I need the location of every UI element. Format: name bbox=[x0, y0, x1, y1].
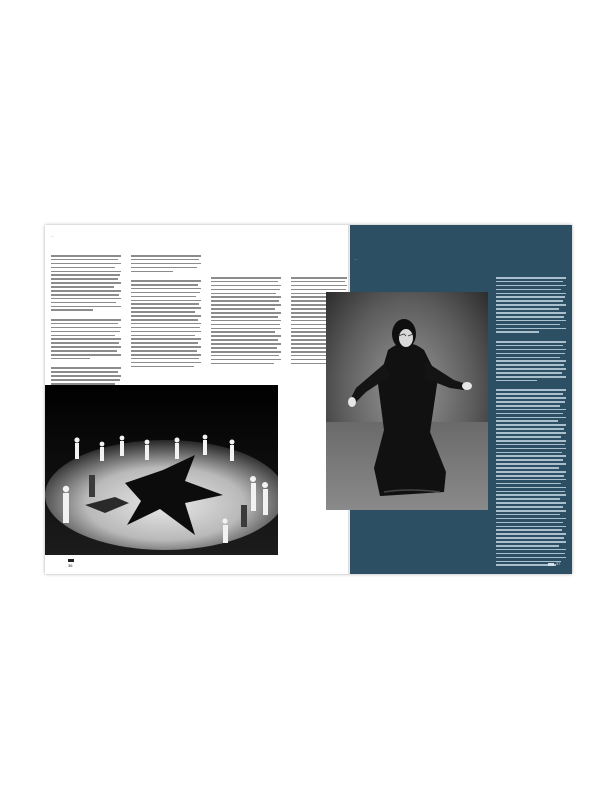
stage-photo-right-image bbox=[326, 292, 488, 510]
left-page bbox=[45, 225, 350, 574]
text-column-2 bbox=[131, 255, 201, 370]
book-spread bbox=[45, 225, 572, 574]
right-folio-mark bbox=[548, 563, 554, 566]
right-page bbox=[350, 225, 572, 574]
stage-photo-left-image bbox=[45, 385, 278, 555]
text-column-right bbox=[496, 277, 566, 567]
left-folio: 36 bbox=[68, 563, 73, 568]
right-folio: 37 bbox=[556, 561, 561, 566]
stage-photo-left bbox=[45, 385, 278, 555]
right-caption: … bbox=[354, 257, 358, 261]
left-caption: … bbox=[51, 234, 55, 238]
stage-photo-right bbox=[326, 292, 488, 510]
left-folio-mark bbox=[68, 559, 74, 562]
text-column-3 bbox=[211, 277, 281, 370]
